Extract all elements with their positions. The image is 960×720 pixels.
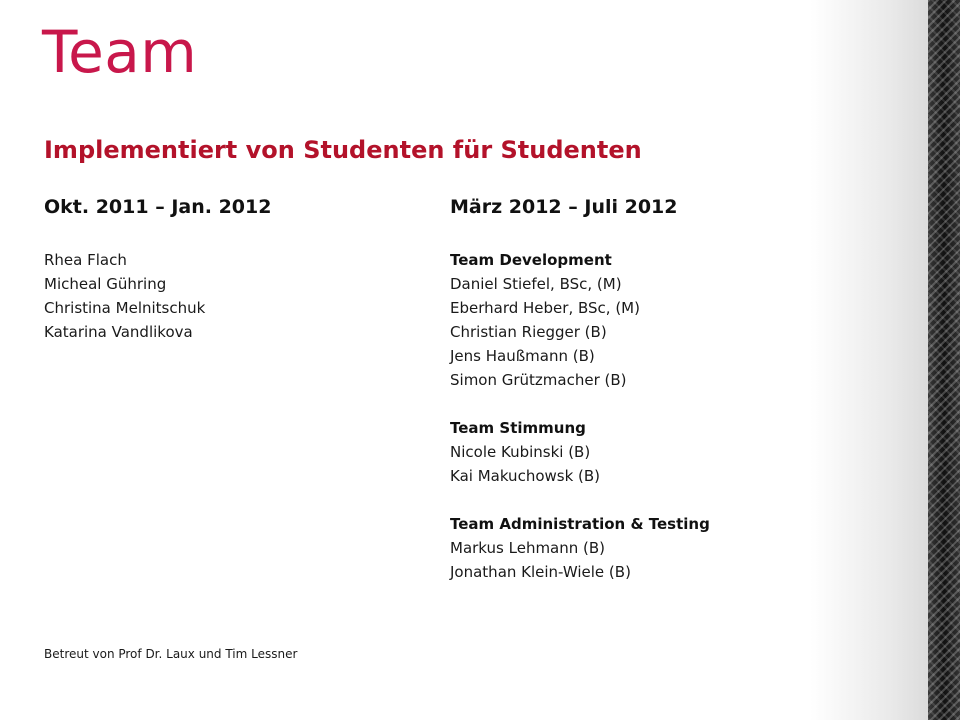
team-group-title: Team Stimmung — [450, 418, 586, 437]
team-group-stimmung — [450, 416, 910, 488]
member-name: Katarina Vandlikova — [44, 322, 193, 341]
team-group-title: Team Administration & Testing — [450, 514, 710, 533]
team-group-development — [450, 248, 910, 392]
member-name: Christian Riegger (B) — [450, 322, 607, 341]
member-name: Nicole Kubinski (B) — [450, 442, 591, 461]
team-group-administration — [450, 512, 910, 584]
member-name: Markus Lehmann (B) — [450, 538, 606, 557]
slide-title: Team — [42, 18, 198, 86]
slide-subtitle: Implementiert von Studenten für Studenten — [44, 136, 642, 164]
member-name: Kai Makuchowsk (B) — [450, 466, 601, 485]
member-name: Jens Haußmann (B) — [450, 346, 595, 365]
member-name: Daniel Stiefel, BSc, (M) — [450, 274, 622, 293]
left-column-heading: Okt. 2011 – Jan. 2012 — [44, 196, 272, 218]
decorative-strip — [928, 0, 960, 720]
member-name: Rhea Flach — [44, 250, 127, 269]
right-column — [450, 196, 910, 608]
member-name: Simon Grützmacher (B) — [450, 370, 627, 389]
member-name: Jonathan Klein-Wiele (B) — [450, 562, 631, 581]
team-group-title: Team Development — [450, 250, 612, 269]
right-column-heading: März 2012 – Juli 2012 — [450, 196, 678, 218]
left-column — [44, 196, 404, 344]
supervisor-note: Betreut von Prof Dr. Laux und Tim Lessner — [44, 647, 298, 661]
member-name: Eberhard Heber, BSc, (M) — [450, 298, 640, 317]
member-name: Christina Melnitschuk — [44, 298, 206, 317]
member-name: Micheal Gühring — [44, 274, 167, 293]
